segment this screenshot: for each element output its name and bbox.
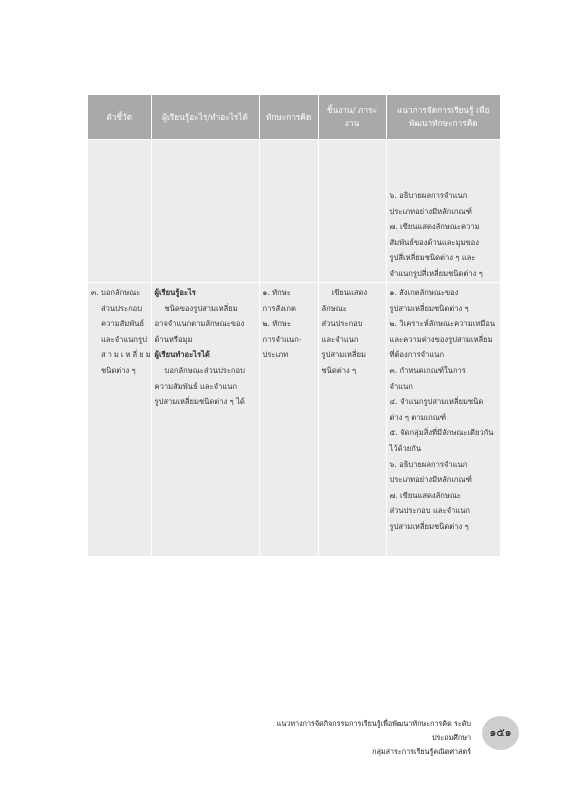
text-line: ประเภท	[262, 350, 289, 360]
table-row	[88, 140, 500, 283]
text-line: ความสัมพันธ์ และจำแนก	[154, 381, 238, 391]
text-line: ประเภทอย่างมีหลักเกณฑ์	[389, 206, 472, 216]
cell-skills	[259, 283, 318, 557]
cell-activities	[386, 283, 500, 557]
page-number: ๑๕๑	[482, 716, 519, 750]
text-line: ชนิดของรูปสามเหลี่ยม	[164, 303, 238, 313]
text-line: ๓. กำหนดเกณฑ์ในการ	[389, 365, 466, 375]
header-indicator: ตัวชี้วัด	[88, 95, 151, 140]
text-line: ๒. ทักษะ	[262, 319, 292, 329]
text-line: ๓. บอกลักษณะ	[91, 288, 141, 297]
text-line: ๑. สังเกตลักษณะของ	[389, 288, 459, 297]
text-line: รูปสามเหลี่ยมชนิดต่าง ๆ	[389, 303, 469, 313]
text-line: รูปสามเหลี่ยม	[321, 350, 367, 360]
text-line: ที่ต้องการจำแนก	[389, 350, 445, 360]
text-line: ไว้ด้วยกัน	[389, 443, 422, 453]
header-activities: แนวการจัดการเรียนรู้ เพื่อพัฒนาทักษะการคิด	[386, 95, 500, 140]
text-line: จำแนกรูปสี่เหลี่ยมชนิดต่าง ๆ	[389, 268, 483, 278]
text-line: ๗. เขียนแสดงลักษณะ	[389, 490, 462, 500]
text-line: ส่วนประกอบ	[101, 303, 143, 313]
text-line: อาจจำแนกตามลักษณะของ	[154, 319, 245, 329]
text-line: ๑. ทักษะ	[262, 288, 291, 297]
cell-indicator	[88, 140, 151, 283]
cell-skills	[259, 140, 318, 283]
text-line: ต่าง ๆ ตามเกณฑ์	[389, 412, 447, 422]
table-row	[88, 283, 500, 557]
header-learn: ผู้เรียนรู้อะไร/ทำอะไรได้	[151, 95, 259, 140]
header-work: ชิ้นงาน/ ภาระงาน	[318, 95, 386, 140]
text-line: บอกลักษณะส่วนประกอบ	[164, 365, 245, 375]
text-line: สัมพันธ์ของด้านและมุมของ	[389, 237, 479, 247]
text-line: ๒. วิเคราะห์ลักษณะความเหมือน	[389, 319, 496, 329]
cell-learn	[151, 283, 259, 557]
text-line: ๖. อธิบายผลการจำแนก	[389, 459, 468, 469]
text-line: ๔. จำแนกรูปสามเหลี่ยมชนิด	[389, 397, 484, 407]
text-line: และจำแนก	[321, 334, 359, 344]
text-line: เขียนแสดง	[331, 288, 368, 297]
text-line: รูปสามเหลี่ยมชนิดต่าง ๆ ได้	[154, 397, 245, 407]
text-line: ส่วนประกอบ	[321, 319, 363, 329]
text-line: รูปสี่เหลี่ยมชนิดต่าง ๆ และ	[389, 253, 476, 263]
cell-work	[318, 140, 386, 283]
text-line: ๖. อธิบายผลการจำแนก	[389, 191, 468, 200]
text-line: และจำแนกรูป	[101, 334, 147, 344]
text-line: ๗. เขียนแสดงลักษณะความ	[389, 222, 480, 232]
text-line: จำแนก	[389, 381, 413, 391]
cell-activities	[386, 140, 500, 283]
text-line: ผู้เรียนรู้อะไร	[154, 288, 196, 297]
text-line: ความสัมพันธ์	[101, 319, 145, 329]
text-line: ประเภทอย่างมีหลักเกณฑ์	[389, 475, 472, 485]
text-line: ผู้เรียนทำอะไรได้	[154, 350, 210, 360]
footer-subject: กลุ่มสาระการเรียนรู้คณิตศาสตร์	[372, 747, 471, 756]
text-line: ๕. จัดกลุ่มสิ่งที่มีลักษณะเดียวกัน	[389, 428, 494, 438]
text-line: ด้านหรือมุม	[154, 334, 193, 344]
text-line: ส่วนประกอบ และจำแนก	[389, 506, 470, 516]
text-line: ลักษณะ	[321, 303, 347, 313]
page-footer	[256, 717, 471, 759]
text-line: ชนิดต่าง ๆ	[321, 365, 357, 375]
table-header-row	[88, 95, 500, 140]
text-line: รูปสามเหลี่ยมชนิดต่าง ๆ	[389, 521, 469, 531]
text-line: การจำแนก-	[262, 334, 302, 344]
text-line: และความต่างของรูปสามเหลี่ยม	[389, 334, 493, 344]
footer-book-title: แนวทางการจัดกิจกรรมการเรียนรู้เพื่อพัฒนาทักษะการคิด ระดับประถมศึกษา	[276, 719, 471, 742]
curriculum-table	[88, 95, 500, 556]
header-skills: ทักษะการคิด	[259, 95, 318, 140]
cell-indicator	[88, 283, 151, 557]
cell-work	[318, 283, 386, 557]
cell-learn	[151, 140, 259, 283]
text-line: ชนิดต่าง ๆ	[101, 365, 136, 375]
text-line: การสังเกต	[262, 303, 296, 313]
text-line: สามเหลี่ยม	[101, 350, 153, 360]
